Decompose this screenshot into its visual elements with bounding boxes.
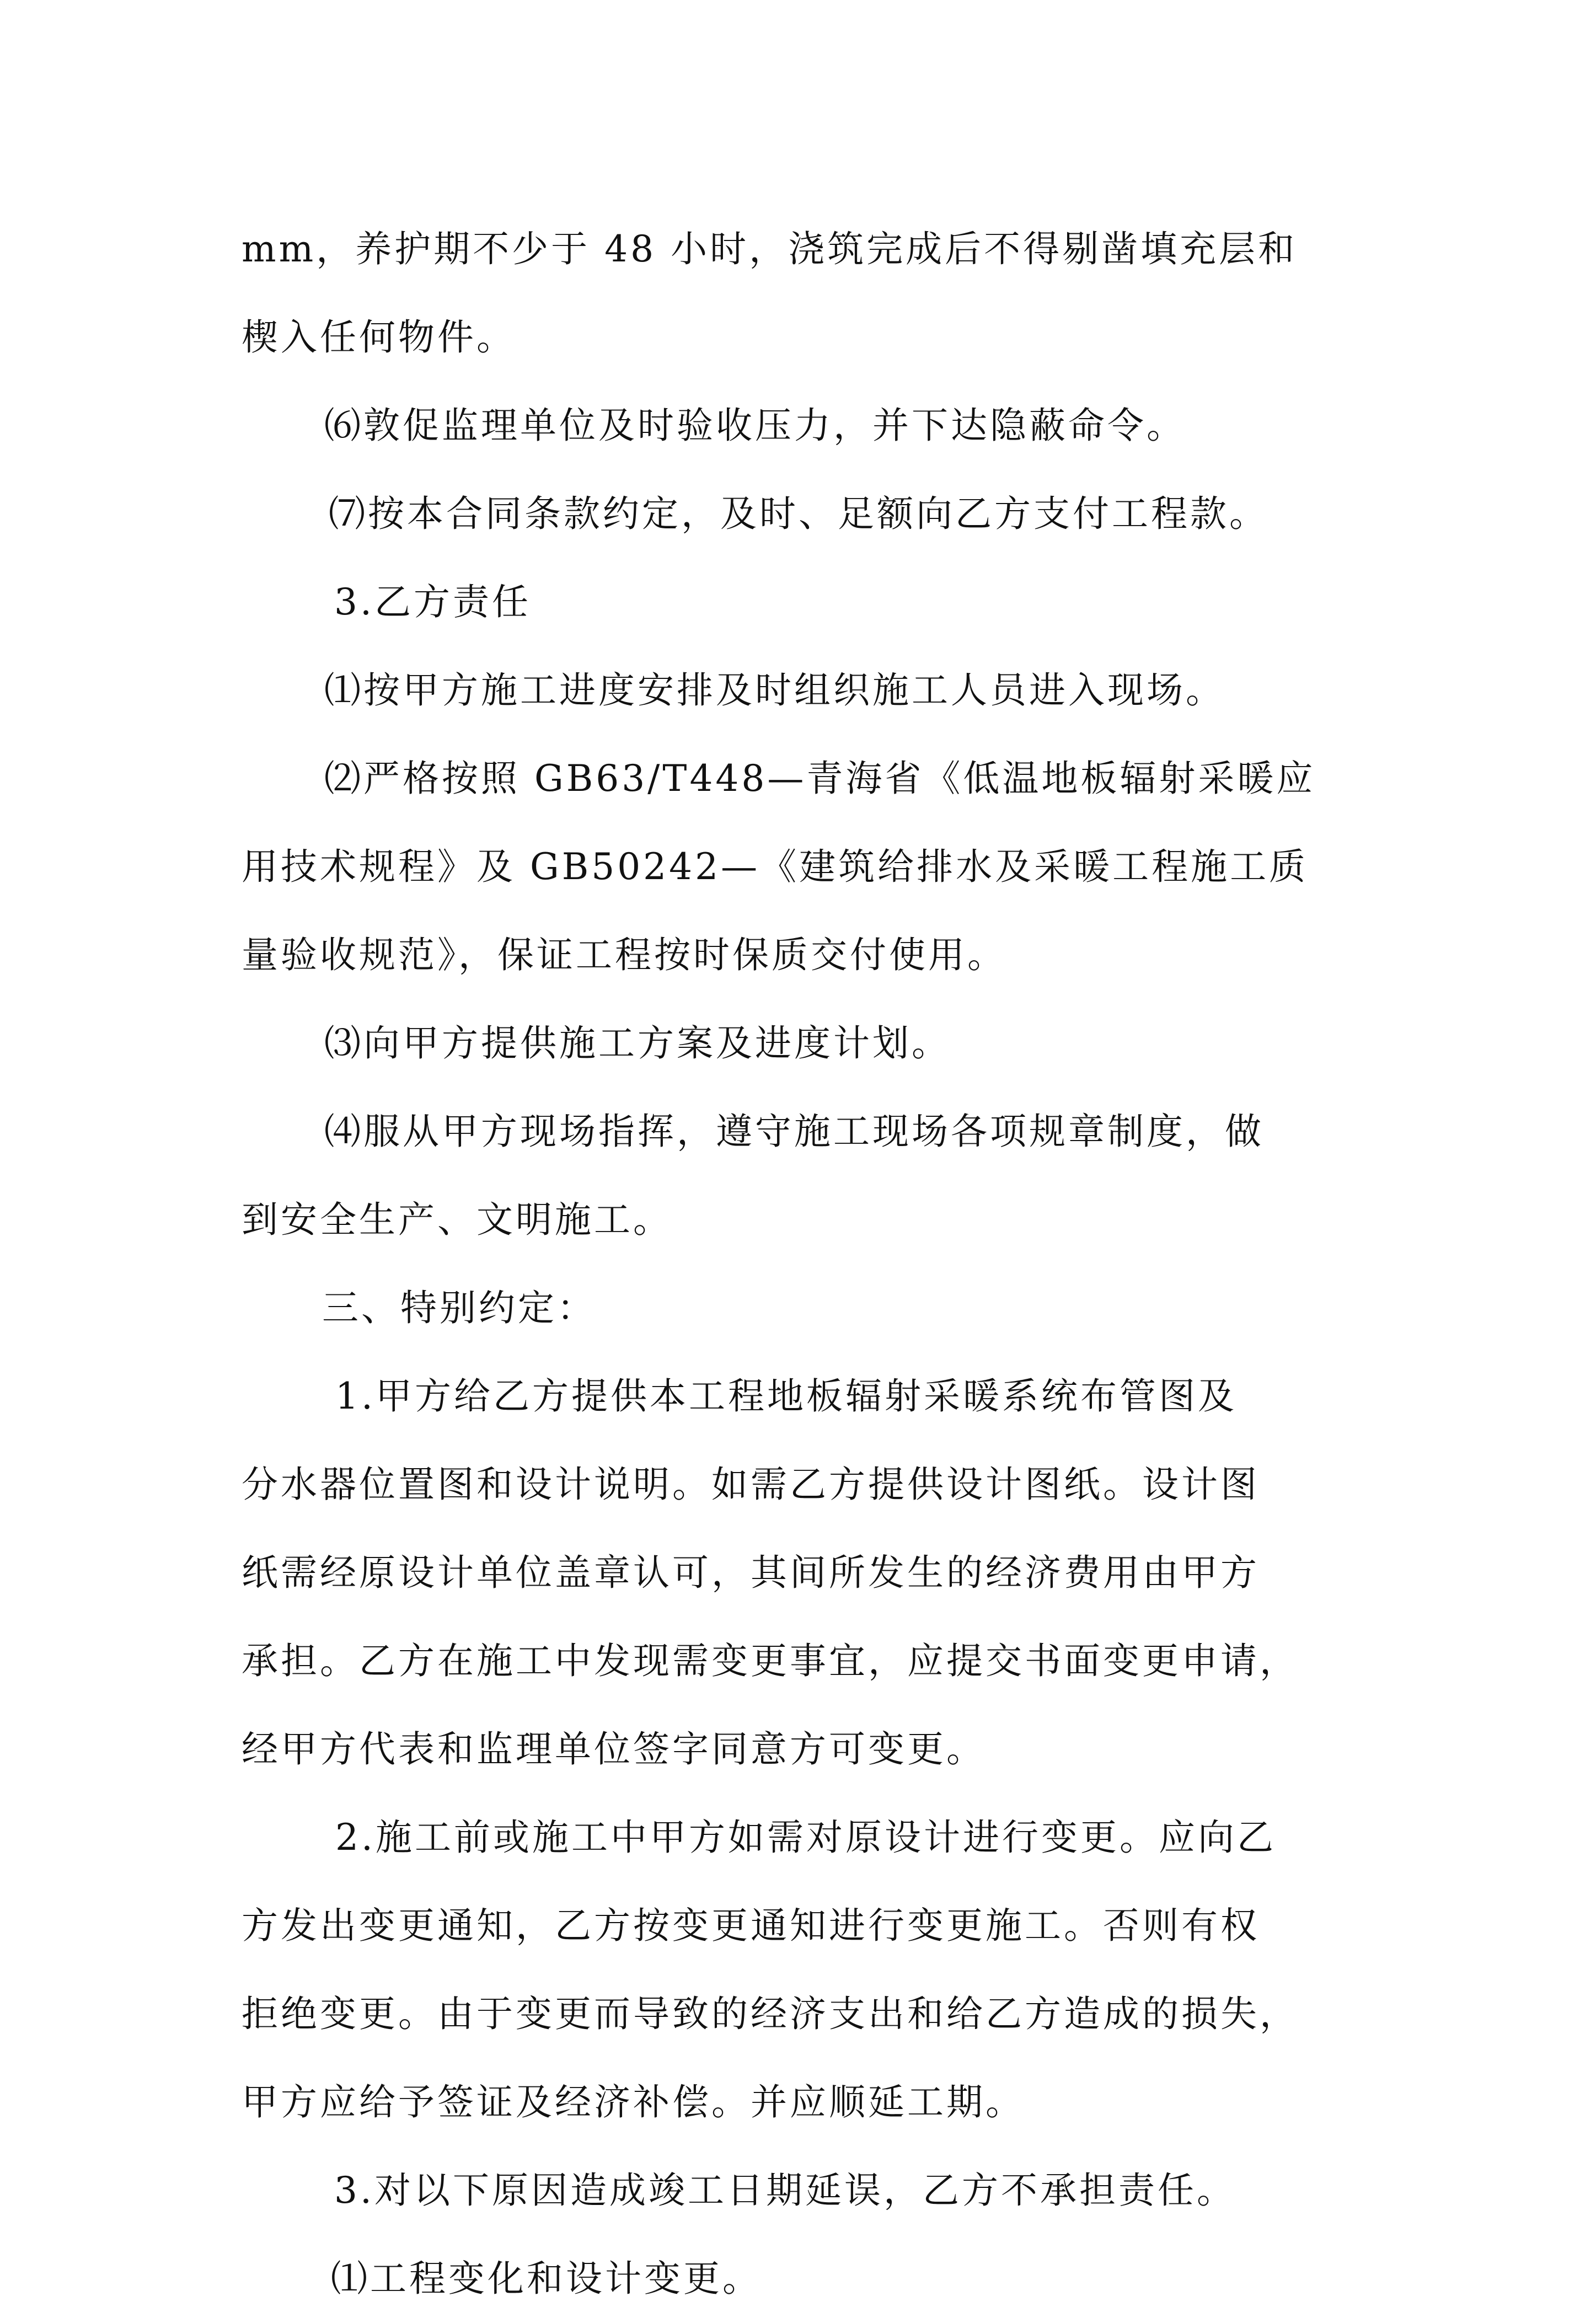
- text-line: ⑴工程变化和设计变更。: [331, 2257, 762, 2300]
- text-line: 分水器位置图和设计说明。如需乙方提供设计图纸。设计图: [242, 1463, 1260, 1506]
- text-line: mm，养护期不少于 48 小时，浇筑完成后不得剔凿填充层和: [242, 228, 1298, 270]
- text-line: 纸需经原设计单位盖章认可，其间所发生的经济费用由甲方: [242, 1551, 1260, 1594]
- text-line: 甲方应给予签证及经济补偿。并应顺延工期。: [242, 2081, 1025, 2123]
- text-line: ⑹敦促监理单位及时验收压力，并下达隐蔽命令。: [324, 404, 1186, 447]
- text-line: 承担。乙方在施工中发现需变更事宜，应提交书面变更申请，: [242, 1640, 1299, 1682]
- text-line: ⑶向甲方提供施工方案及进度计划。: [324, 1022, 951, 1064]
- text-line: 拒绝变更。由于变更而导致的经济支出和给乙方造成的损失，: [242, 1993, 1299, 2035]
- section-heading: 三、特别约定：: [322, 1287, 596, 1329]
- text-line: ⑺按本合同条款约定，及时、足额向乙方支付工程款。: [329, 493, 1268, 535]
- text-line: 3.对以下原因造成竣工日期延误，乙方不承担责任。: [334, 2169, 1236, 2212]
- document-body: [242, 205, 1367, 2323]
- text-line: 1.甲方给乙方提供本工程地板辐射采暖系统布管图及: [335, 1375, 1237, 1417]
- text-line: 方发出变更通知，乙方按变更通知进行变更施工。否则有权: [242, 1904, 1260, 1947]
- text-line: ⑴按甲方施工进度安排及时组织施工人员进入现场。: [324, 669, 1225, 711]
- text-line: 经甲方代表和监理单位签字同意方可变更。: [242, 1728, 986, 1770]
- text-line: ⑷服从甲方现场指挥，遵守施工现场各项规章制度，做: [324, 1110, 1264, 1153]
- text-line: 用技术规程》及 GB50242—《建筑给排水及采暖工程施工质: [242, 845, 1309, 888]
- text-line: 到安全生产、文明施工。: [242, 1198, 672, 1241]
- section-heading: 3.乙方责任: [334, 581, 531, 623]
- text-line: 2.施工前或施工中甲方如需对原设计进行变更。应向乙: [335, 1816, 1276, 1859]
- text-line: ⑵严格按照 GB63/T448—青海省《低温地板辐射采暖应: [324, 757, 1316, 800]
- text-line: 量验收规范》，保证工程按时保质交付使用。: [242, 934, 1006, 976]
- text-line: 楔入任何物件。: [242, 316, 516, 358]
